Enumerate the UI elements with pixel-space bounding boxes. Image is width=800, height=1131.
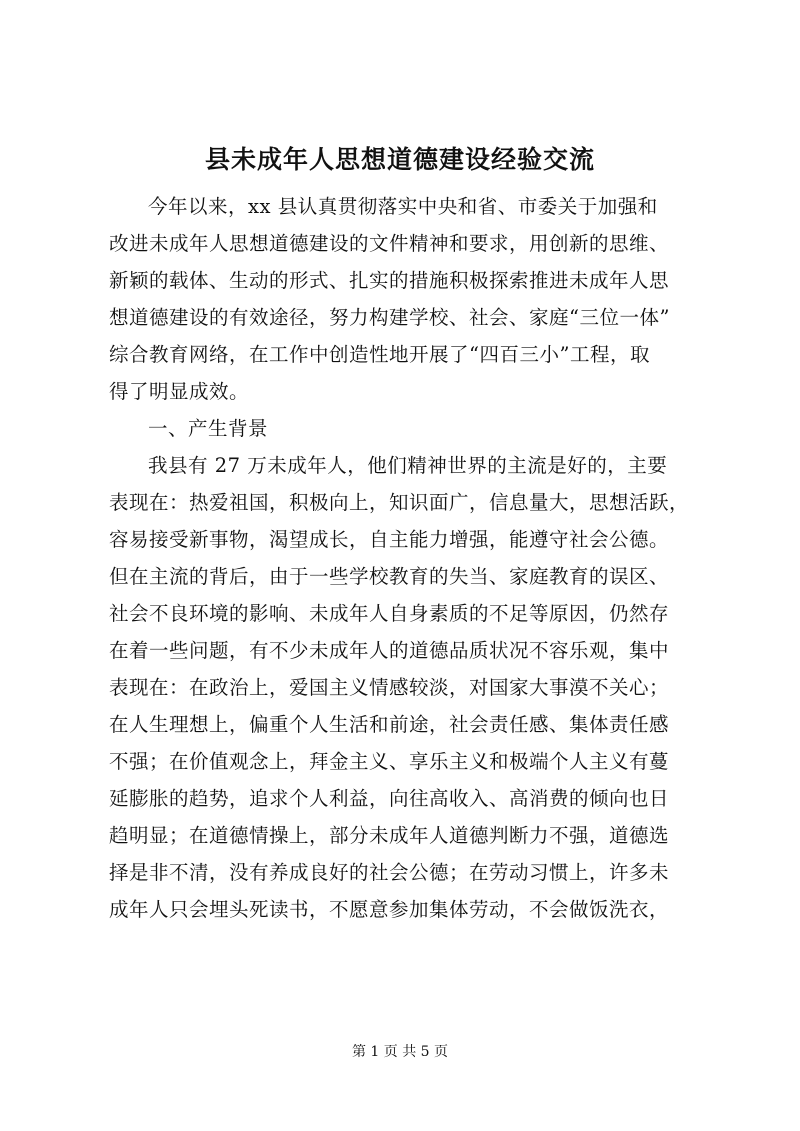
page-title: 县未成年人思想道德建设经验交流 — [204, 145, 595, 174]
paragraph-line: 综合教育网络，在工作中创造性地开展了“四百三小”工程，取 — [109, 343, 650, 366]
paragraph-line: 容易接受新事物，渴望成长，自主能力增强，能遵守社会公德。 — [109, 528, 670, 551]
paragraph-line: 今年以来，xx 县认真贯彻落实中央和省、市委关于加强和 — [148, 195, 658, 218]
paragraph-line: 改进未成年人思想道德建设的文件精神和要求，用创新的思维、 — [109, 232, 670, 255]
paragraph-line: 想道德建设的有效途径，努力构建学校、社会、家庭“三位一体” — [109, 306, 670, 329]
paragraph-line: 表现在：在政治上，爱国主义情感较淡，对国家大事漠不关心； — [109, 676, 670, 699]
paragraph-line: 社会不良环境的影响、未成年人自身素质的不足等原因，仍然存 — [109, 602, 670, 625]
paragraph-line: 在着一些问题，有不少未成年人的道德品质状况不容乐观，集中 — [109, 639, 670, 662]
paragraph-line: 不强；在价值观念上，拜金主义、享乐主义和极端个人主义有蔓 — [109, 750, 670, 773]
paragraph-line: 趋明显；在道德情操上，部分未成年人道德判断力不强，道德选 — [109, 824, 670, 847]
paragraph-line: 择是非不清，没有养成良好的社会公德；在劳动习惯上，许多未 — [109, 861, 670, 884]
paragraph-line: 但在主流的背后，由于一些学校教育的失当、家庭教育的误区、 — [109, 565, 670, 588]
paragraph-line: 得了明显成效。 — [109, 380, 250, 403]
section-heading: 一、产生背景 — [148, 417, 269, 440]
page-footer: 第 1 页 共 5 页 — [351, 1044, 449, 1060]
paragraph-line: 表现在：热爱祖国，积极向上，知识面广，信息量大，思想活跃， — [109, 491, 690, 514]
paragraph-line: 在人生理想上，偏重个人生活和前途，社会责任感、集体责任感 — [109, 713, 670, 736]
paragraph-line: 成年人只会埋头死读书，不愿意参加集体劳动，不会做饭洗衣， — [109, 898, 670, 921]
paragraph-line: 延膨胀的趋势，追求个人利益，向往高收入、高消费的倾向也日 — [109, 787, 670, 810]
paragraph-line: 新颖的载体、生动的形式、扎实的措施积极探索推进未成年人思 — [109, 269, 670, 292]
paragraph-line: 我县有 27 万未成年人，他们精神世界的主流是好的，主要 — [148, 454, 668, 477]
